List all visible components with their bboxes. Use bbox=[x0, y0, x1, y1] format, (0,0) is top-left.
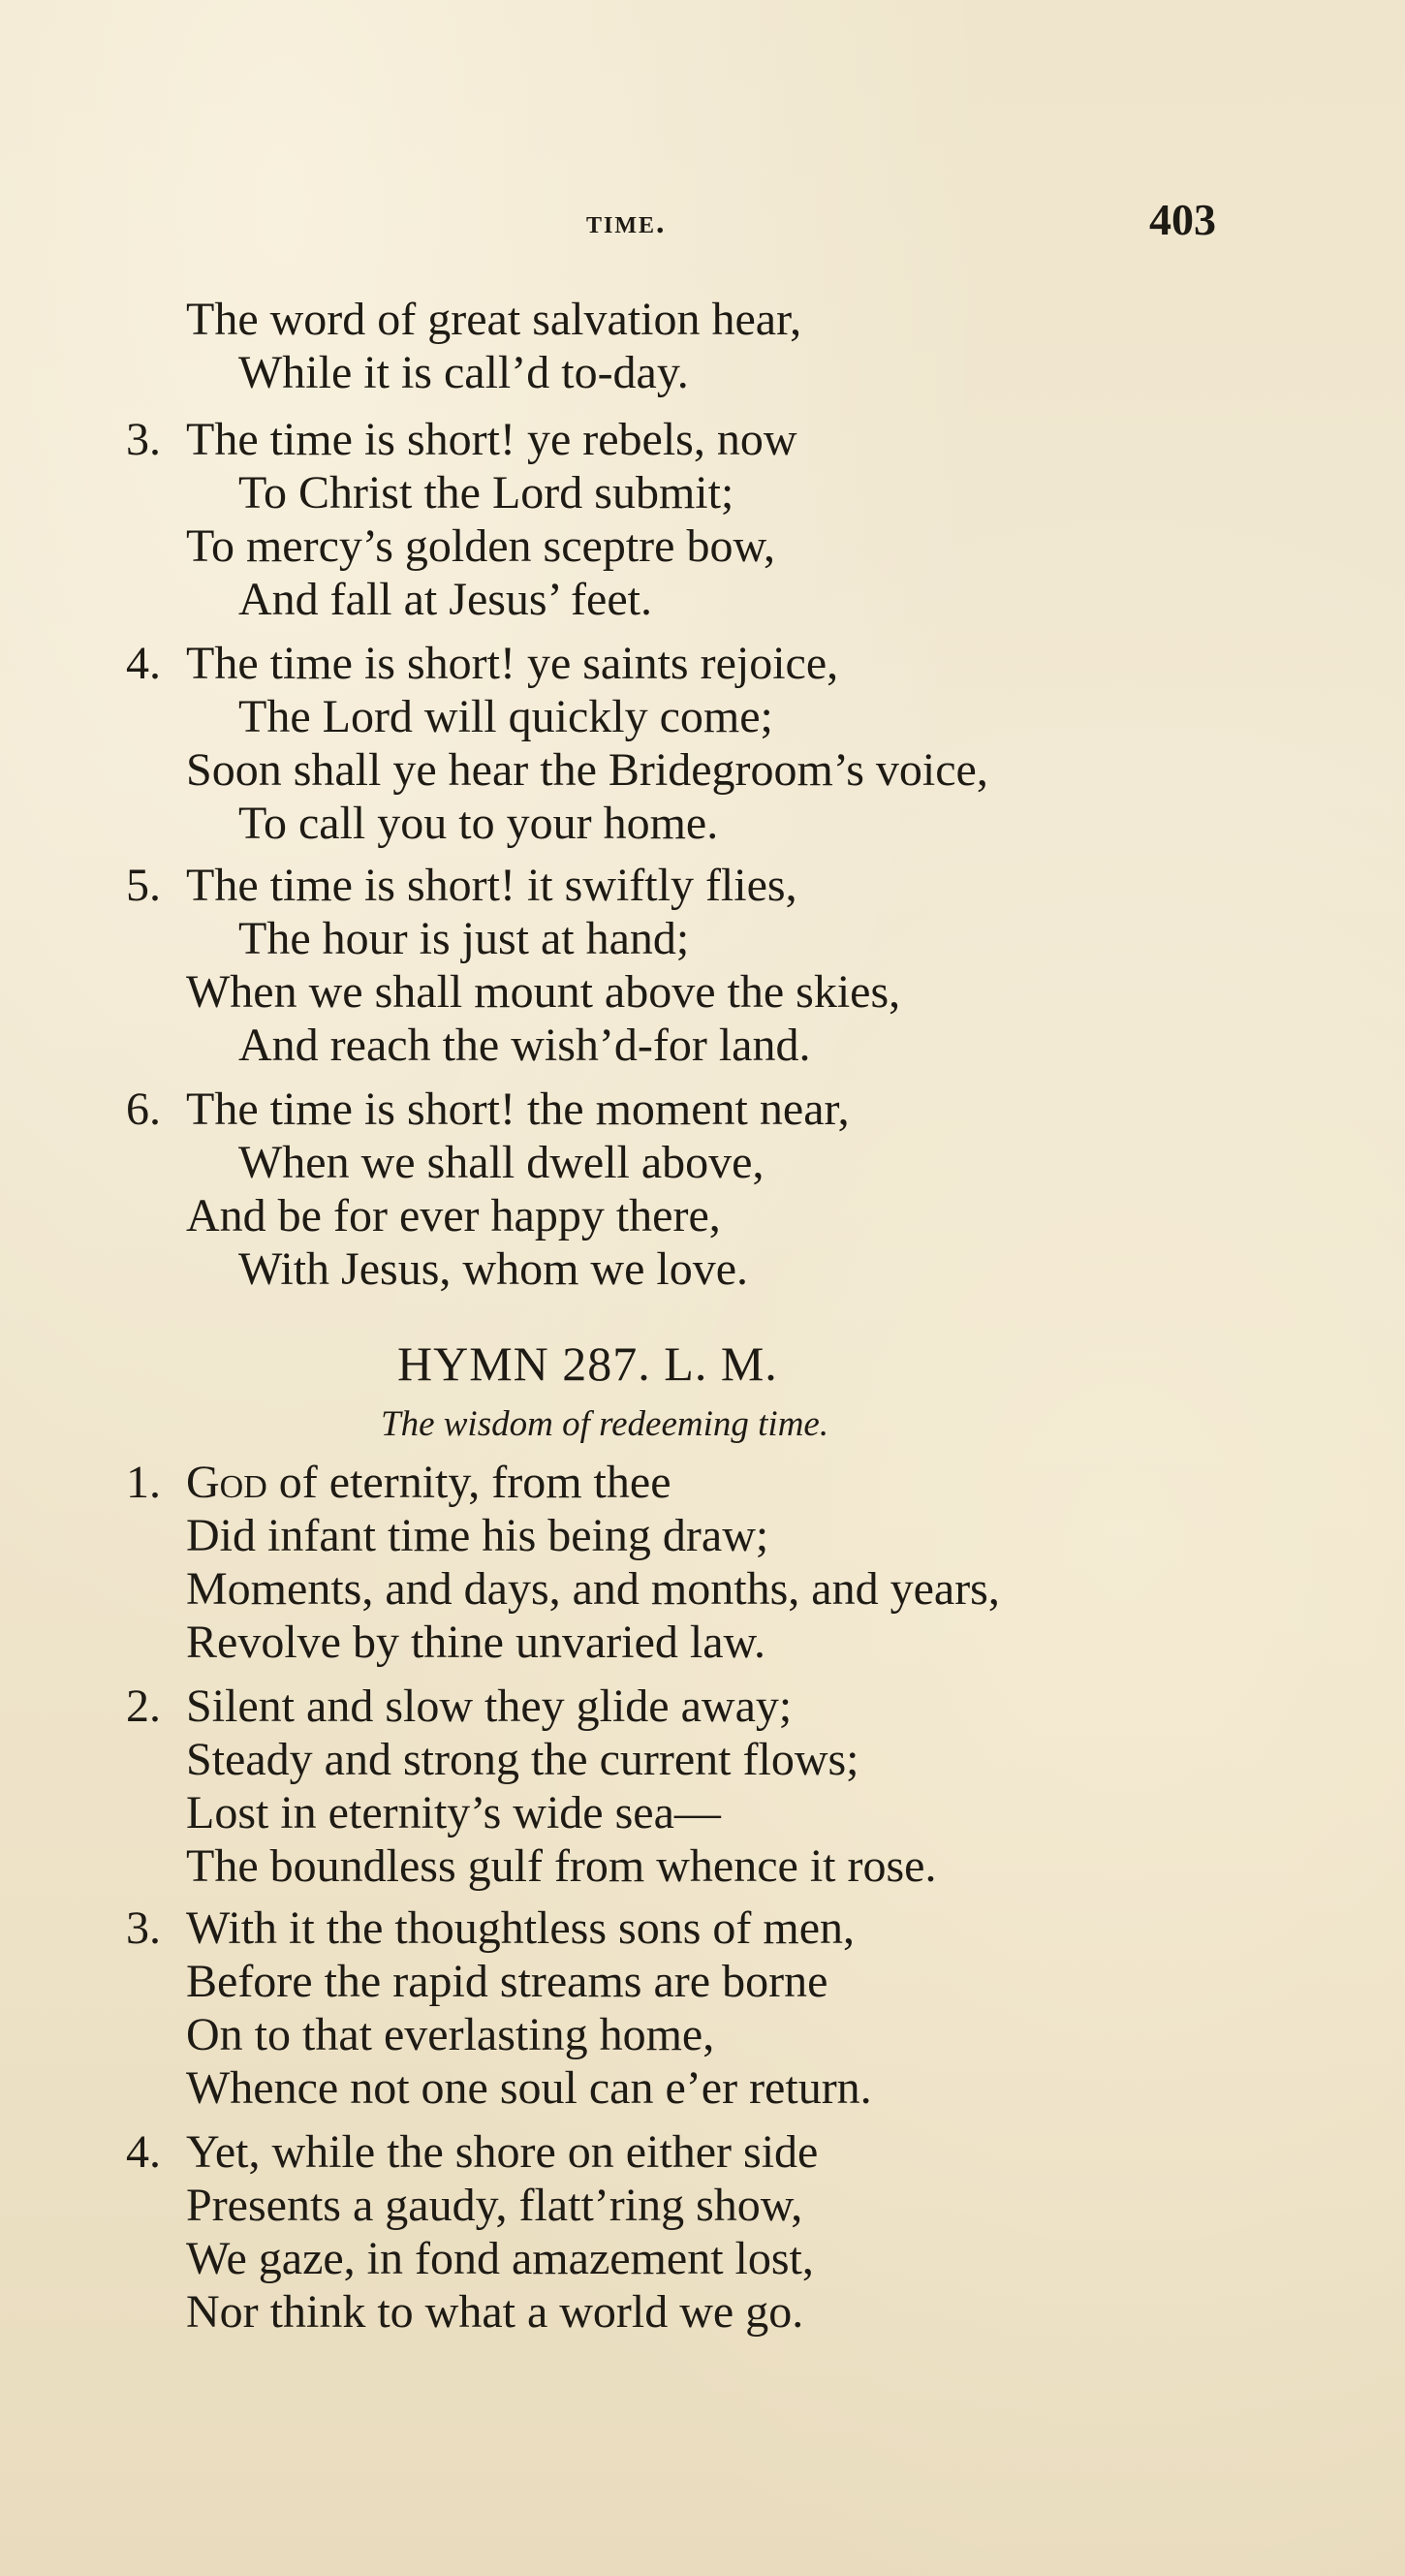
verse-line: The word of great salvation hear, bbox=[186, 294, 802, 345]
running-header-title: time. bbox=[586, 204, 667, 240]
stanza-number: 2. bbox=[126, 1681, 161, 1732]
verse-line: To Christ the Lord submit; bbox=[238, 467, 734, 518]
verse-line: The hour is just at hand; bbox=[238, 913, 690, 964]
verse-line: To mercy’s golden sceptre bow, bbox=[186, 520, 776, 572]
verse-line: The time is short! the moment near, bbox=[186, 1084, 850, 1135]
stanza-number: 3. bbox=[126, 414, 161, 465]
verse-line: And fall at Jesus’ feet. bbox=[238, 574, 652, 625]
verse-line-rest: of eternity, from thee bbox=[266, 1457, 671, 1508]
verse-line: With it the thoughtless sons of men, bbox=[186, 1902, 856, 1954]
stanza-number: 3. bbox=[126, 1902, 161, 1954]
verse-line: Soon shall ye hear the Bridegroom’s voice, bbox=[186, 744, 988, 796]
verse-line: Whence not one soul can e’er return. bbox=[186, 2062, 872, 2114]
verse-line: The time is short! ye rebels, now bbox=[186, 414, 797, 465]
verse-line: When we shall mount above the skies, bbox=[186, 966, 901, 1018]
verse-line: To call you to your home. bbox=[238, 798, 719, 849]
verse-line: Did infant time his being draw; bbox=[186, 1510, 769, 1561]
stanza-number: 6. bbox=[126, 1084, 161, 1135]
verse-line: When we shall dwell above, bbox=[238, 1137, 765, 1188]
verse-line: While it is call’d to-day. bbox=[238, 347, 689, 398]
verse-line: Presents a gaudy, flatt’ring show, bbox=[186, 2180, 803, 2231]
verse-line: We gaze, in fond amazement lost, bbox=[186, 2233, 814, 2284]
verse-line: On to that everlasting home, bbox=[186, 2009, 715, 2060]
stanza-number: 5. bbox=[126, 860, 161, 911]
first-word-small-caps: God bbox=[186, 1457, 267, 1508]
verse-line: Moments, and days, and months, and years, bbox=[186, 1563, 1000, 1615]
verse-line: Yet, while the shore on either side bbox=[186, 2126, 819, 2178]
stanza-number: 4. bbox=[126, 638, 161, 689]
hymn-title: HYMN 287. L. M. bbox=[397, 1336, 778, 1391]
verse-line: And be for ever happy there, bbox=[186, 1190, 721, 1241]
verse-line bbox=[186, 1456, 671, 1510]
verse-line: With Jesus, whom we love. bbox=[238, 1243, 749, 1295]
hymn-subtitle: The wisdom of redeeming time. bbox=[381, 1404, 829, 1444]
verse-line: Revolve by thine unvaried law. bbox=[186, 1617, 766, 1668]
verse-line: Before the rapid streams are borne bbox=[186, 1956, 828, 2007]
verse-line: Steady and strong the current flows; bbox=[186, 1734, 859, 1785]
verse-line: Lost in eternity’s wide sea— bbox=[186, 1787, 721, 1838]
page-number: 403 bbox=[1149, 195, 1216, 244]
verse-line: Nor think to what a world we go. bbox=[186, 2286, 804, 2338]
verse-line: The time is short! ye saints rejoice, bbox=[186, 638, 839, 689]
verse-line: The Lord will quickly come; bbox=[238, 691, 773, 742]
verse-line: The boundless gulf from whence it rose. bbox=[186, 1840, 937, 1892]
stanza-number: 1. bbox=[126, 1457, 161, 1508]
verse-line: The time is short! it swiftly flies, bbox=[186, 860, 797, 911]
verse-line: Silent and slow they glide away; bbox=[186, 1681, 793, 1732]
stanza-number: 4. bbox=[126, 2126, 161, 2178]
verse-line: And reach the wish’d-for land. bbox=[238, 1020, 811, 1071]
